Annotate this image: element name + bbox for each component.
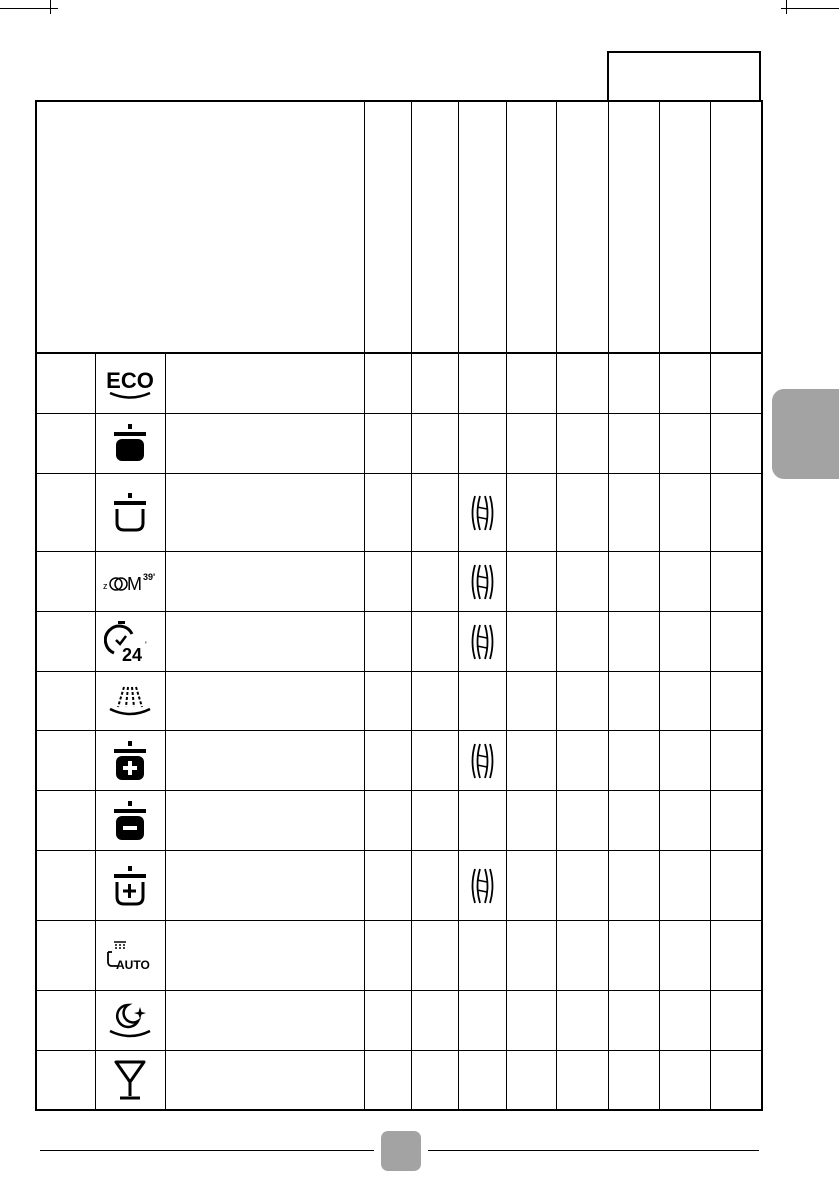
page-number-badge — [381, 1131, 421, 1171]
column-divider — [364, 102, 365, 1109]
svg-text:24: 24 — [122, 644, 143, 664]
crop-mark-top-right-vertical — [786, 0, 787, 14]
half-load-mark-quick — [458, 612, 506, 671]
normal-pot-icon — [108, 491, 152, 535]
table-row-normal — [95, 474, 165, 551]
table-row-eco — [95, 354, 165, 413]
crop-mark-top-left-vertical — [50, 0, 51, 14]
timer-24-icon — [104, 620, 156, 664]
half-load-mark-pot-plus — [458, 731, 506, 790]
svg-text:M: M — [127, 573, 142, 594]
footer-rule-left — [40, 1150, 374, 1151]
table-row-pot-minus — [95, 791, 165, 850]
table-row-prewash — [95, 672, 165, 730]
half-load-mark-zoom — [458, 552, 506, 611]
svg-text:AUTO: AUTO — [116, 957, 150, 972]
pot-minus-solid-icon — [108, 799, 152, 843]
crop-mark-top-right — [781, 8, 839, 9]
half-load-mark-normal — [458, 474, 506, 551]
pot-plus-solid-icon — [108, 739, 152, 783]
svg-text:39': 39' — [143, 571, 156, 582]
table-row-glass — [95, 1051, 165, 1109]
half-load-icon — [468, 562, 496, 602]
table-row-intensive — [95, 414, 165, 473]
zoom-39-icon — [102, 567, 158, 597]
table-row-auto — [95, 921, 165, 990]
table-row-pot-plus — [95, 731, 165, 790]
night-wash-icon — [104, 1001, 156, 1041]
half-load-icon — [468, 741, 496, 781]
column-divider — [710, 102, 711, 1109]
column-group-header — [607, 51, 761, 101]
half-load-icon — [468, 493, 496, 533]
column-divider — [506, 102, 507, 1109]
half-load-mark-pot-plus-outline — [458, 851, 506, 920]
table-row-zoom — [95, 552, 165, 611]
svg-text:z: z — [103, 580, 108, 591]
half-load-icon — [468, 866, 496, 906]
table-row-pot-plus-outline — [95, 851, 165, 920]
program-table — [35, 100, 763, 1111]
footer-rule-right — [428, 1150, 759, 1151]
glass-icon — [110, 1058, 150, 1102]
column-divider — [411, 102, 412, 1109]
table-row-night — [95, 991, 165, 1050]
table-row-quick — [95, 612, 165, 671]
pot-plus-outline-icon — [108, 864, 152, 908]
language-side-tab — [772, 389, 839, 479]
svg-text:ECO: ECO — [106, 367, 154, 393]
intensive-pot-icon — [108, 422, 152, 466]
eco-icon — [104, 366, 156, 402]
column-divider — [608, 102, 609, 1109]
pre-wash-shower-icon — [104, 681, 156, 721]
svg-text:': ' — [145, 639, 147, 650]
half-load-icon — [468, 622, 496, 662]
auto-wash-icon — [102, 938, 158, 974]
column-divider — [556, 102, 557, 1109]
column-divider — [659, 102, 660, 1109]
